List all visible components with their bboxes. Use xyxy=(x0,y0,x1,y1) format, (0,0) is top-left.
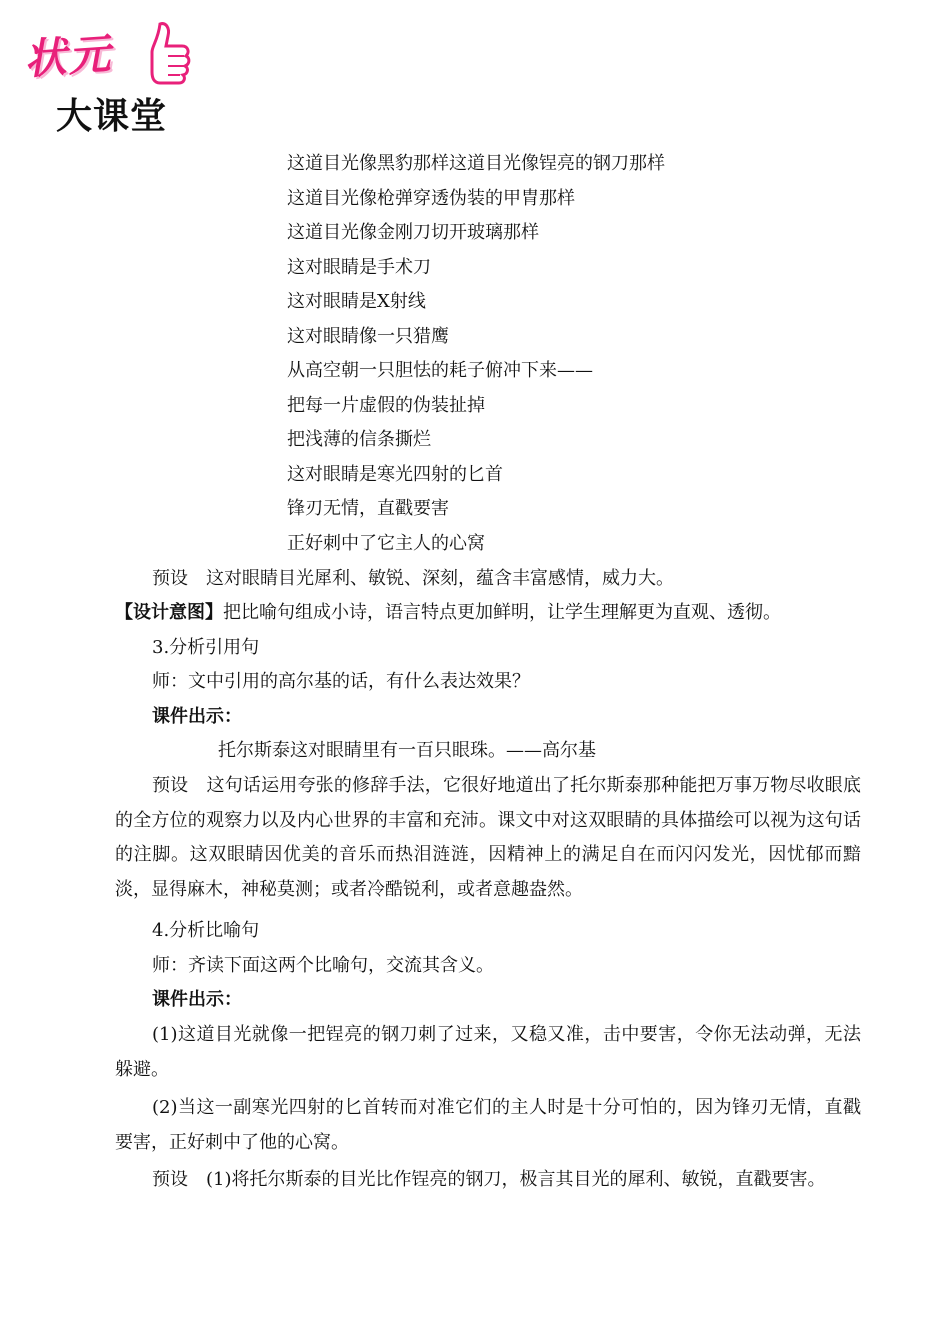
logo-title-top: 状元 xyxy=(22,28,114,85)
quote-line: 托尔斯泰这对眼睛里有一百只眼珠。——高尔基 xyxy=(218,740,596,761)
poem-line: 这对眼睛是手术刀 xyxy=(287,257,431,278)
teacher-question: 师：齐读下面这两个比喻句，交流其含义。 xyxy=(152,955,494,976)
example-sentence: (2)当这一副寒光四射的匕首转而对准它们的主人时是十分可怕的，因为锋刃无情，直戳要害，正好刺中了他的心窝。 xyxy=(115,1097,861,1153)
logo-title-bottom: 大课堂 xyxy=(56,96,168,137)
poem-line: 把浅薄的信条撕烂 xyxy=(287,429,431,450)
design-intent-paragraph xyxy=(115,601,781,625)
poem-line: 这对眼睛是X射线 xyxy=(287,291,426,312)
design-intent-text: 把比喻句组成小诗，语言特点更加鲜明，让学生理解更为直观、透彻。 xyxy=(223,602,781,623)
poem-line: 把每一片虚假的伪装扯掉 xyxy=(287,395,485,416)
courseware-label: 课件出示： xyxy=(152,989,242,1010)
poem-line: 从高空朝一只胆怯的耗子俯冲下来—— xyxy=(287,360,593,381)
preset-paragraph: 预设 (1)将托尔斯泰的目光比作锃亮的钢刀，极言其目光的犀利、敏锐，直戳要害。 xyxy=(152,1169,826,1190)
poem-line: 正好刺中了它主人的心窝 xyxy=(287,533,485,554)
section-heading: 3.分析引用句 xyxy=(152,637,260,658)
logo xyxy=(18,10,198,135)
teacher-question: 师：文中引用的高尔基的话，有什么表达效果？ xyxy=(152,671,530,692)
section-heading: 4.分析比喻句 xyxy=(152,920,260,941)
poem-line: 这道目光像枪弹穿透伪装的甲胄那样 xyxy=(287,188,575,209)
poem-line: 这道目光像黑豹那样这道目光像锃亮的钢刀那样 xyxy=(287,153,665,174)
thumbs-up-icon xyxy=(146,20,192,86)
poem-line: 这道目光像金刚刀切开玻璃那样 xyxy=(287,222,539,243)
example-sentence: (1)这道目光就像一把锃亮的钢刀刺了过来，又稳又准，击中要害，令你无法动弹，无法躲避。 xyxy=(115,1024,861,1080)
poem-line: 锋刃无情，直戳要害 xyxy=(287,498,449,519)
design-intent-label: 【设计意图】 xyxy=(115,602,223,623)
poem-line: 这对眼睛像一只猎鹰 xyxy=(287,326,449,347)
poem-line: 这对眼睛是寒光四射的匕首 xyxy=(287,464,503,485)
preset-paragraph: 预设 这句话运用夸张的修辞手法，它很好地道出了托尔斯泰那种能把万事万物尽收眼底的全方位的观察力以及内心世界的丰富和充沛。课文中对这双眼睛的具体描绘可以视为这句话的注脚。这双眼睛因优美的音乐而热泪涟涟，因精神上的满足自在而闪闪发光，因忧郁而黯淡，显得麻木，神秘莫测；或者冷酷锐利，或者意趣盎然。 xyxy=(115,775,861,900)
courseware-label: 课件出示： xyxy=(152,706,242,727)
preset-paragraph: 预设 这对眼睛目光犀利、敏锐、深刻，蕴含丰富感情，威力大。 xyxy=(152,568,674,589)
